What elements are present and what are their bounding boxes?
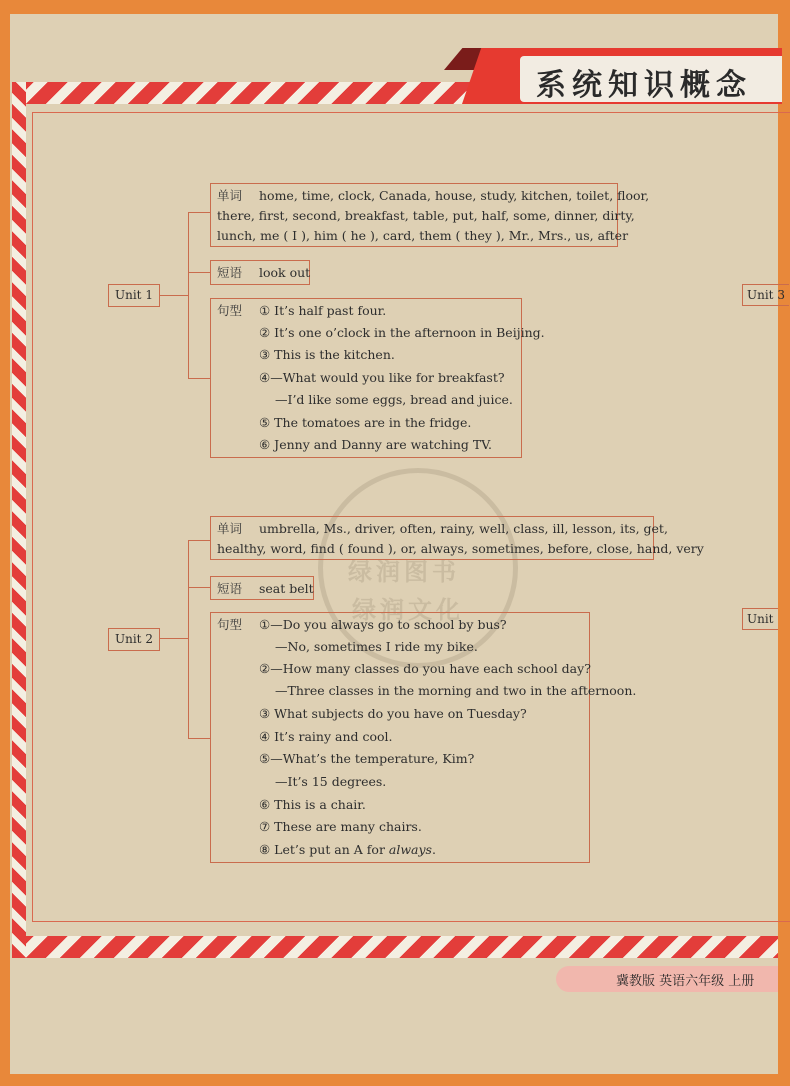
footer-text: 冀教版 英语六年级 上册 <box>616 974 755 989</box>
unit-2-words-box <box>210 516 704 560</box>
sentence: ③ This is the kitchen. <box>259 347 395 362</box>
sentence-text: ⑧ Let’s put an A for <box>259 842 389 857</box>
words-label: 单词 <box>217 188 243 203</box>
page-title: 系统知识概念 <box>536 68 752 103</box>
unit-3-node-partial: Unit 3 <box>742 284 789 306</box>
word-line: umbrella, Ms., driver, often, rainy, well, class, ill, lesson, its, get, <box>259 521 668 536</box>
words-label: 单词 <box>217 521 243 536</box>
phrases-label: 短语 <box>217 581 243 596</box>
sentence: ① It’s half past four. <box>259 303 387 318</box>
unit-1-phrases-box <box>210 260 310 285</box>
left-stripe-border <box>12 82 26 958</box>
sentence: ⑦ These are many chairs. <box>259 819 422 834</box>
word-line: healthy, word, find ( found ), or, always, sometimes, before, close, hand, very <box>217 541 704 556</box>
unit-2-branch-sentences <box>188 738 210 739</box>
word-line: there, first, second, breakfast, table, put, half, some, dinner, dirty, <box>217 208 635 223</box>
top-stripe-border <box>14 82 484 104</box>
unit-1-branch <box>188 212 189 378</box>
phrase-text: seat belt <box>259 581 314 596</box>
sentence: ③ What subjects do you have on Tuesday? <box>259 706 527 721</box>
unit-1-branch-words <box>188 212 210 213</box>
sentence: ⑥ Jenny and Danny are watching TV. <box>259 437 493 452</box>
word-line: lunch, me ( I ), him ( he ), card, them ( they ), Mr., Mrs., us, after <box>217 228 629 243</box>
sentence-italic-word: always <box>388 842 432 857</box>
sentence: ⑤—What’s the temperature, Kim? <box>259 751 475 766</box>
unit-1-sentences-box <box>210 298 545 458</box>
sentence: —I’d like some eggs, bread and juice. <box>275 392 513 407</box>
watermark-text-2: 绿润文化 <box>352 596 464 624</box>
unit-2-phrases-box <box>210 576 314 600</box>
sentence: ⑥ This is a chair. <box>259 797 366 812</box>
unit-4-node-partial: Unit <box>742 608 778 630</box>
sentences-label: 句型 <box>217 303 243 318</box>
sentence: —It’s 15 degrees. <box>275 774 387 789</box>
unit-1-connector <box>160 295 188 296</box>
sentence: ② It’s one o’clock in the afternoon in Beijing. <box>259 325 545 340</box>
unit-1-words-box <box>210 183 650 247</box>
unit-2-branch-phrases <box>188 587 210 588</box>
sentence: ②—How many classes do you have each school day? <box>259 661 591 676</box>
unit-1-node: Unit 1 <box>108 284 160 307</box>
sentence: —No, sometimes I ride my bike. <box>275 639 478 654</box>
sentence-end: . <box>431 842 436 857</box>
unit-2-branch-words <box>188 540 210 541</box>
phrases-label: 短语 <box>217 265 243 280</box>
unit-1-branch-sentences <box>188 378 210 379</box>
phrase-text: look out <box>259 265 311 280</box>
unit-2-node: Unit 2 <box>108 628 160 651</box>
unit-2-sentences-box <box>210 612 637 863</box>
sentence: —Three classes in the morning and two in the afternoon. <box>275 683 637 698</box>
watermark-text-1: 绿润图书 <box>348 558 460 586</box>
sentence: ④—What would you like for breakfast? <box>259 370 505 385</box>
sentence: ④ It’s rainy and cool. <box>259 729 393 744</box>
unit-1-branch-phrases <box>188 272 210 273</box>
sentences-label: 句型 <box>217 617 243 632</box>
bottom-stripe-border <box>14 936 778 958</box>
sentence: ①—Do you always go to school by bus? <box>259 617 507 632</box>
unit-2-branch <box>188 540 189 738</box>
word-line: home, time, clock, Canada, house, study, kitchen, toilet, floor, <box>259 188 650 203</box>
unit-2-connector <box>160 638 188 639</box>
sentence-last <box>259 840 436 861</box>
sentence: ⑤ The tomatoes are in the fridge. <box>259 415 472 430</box>
